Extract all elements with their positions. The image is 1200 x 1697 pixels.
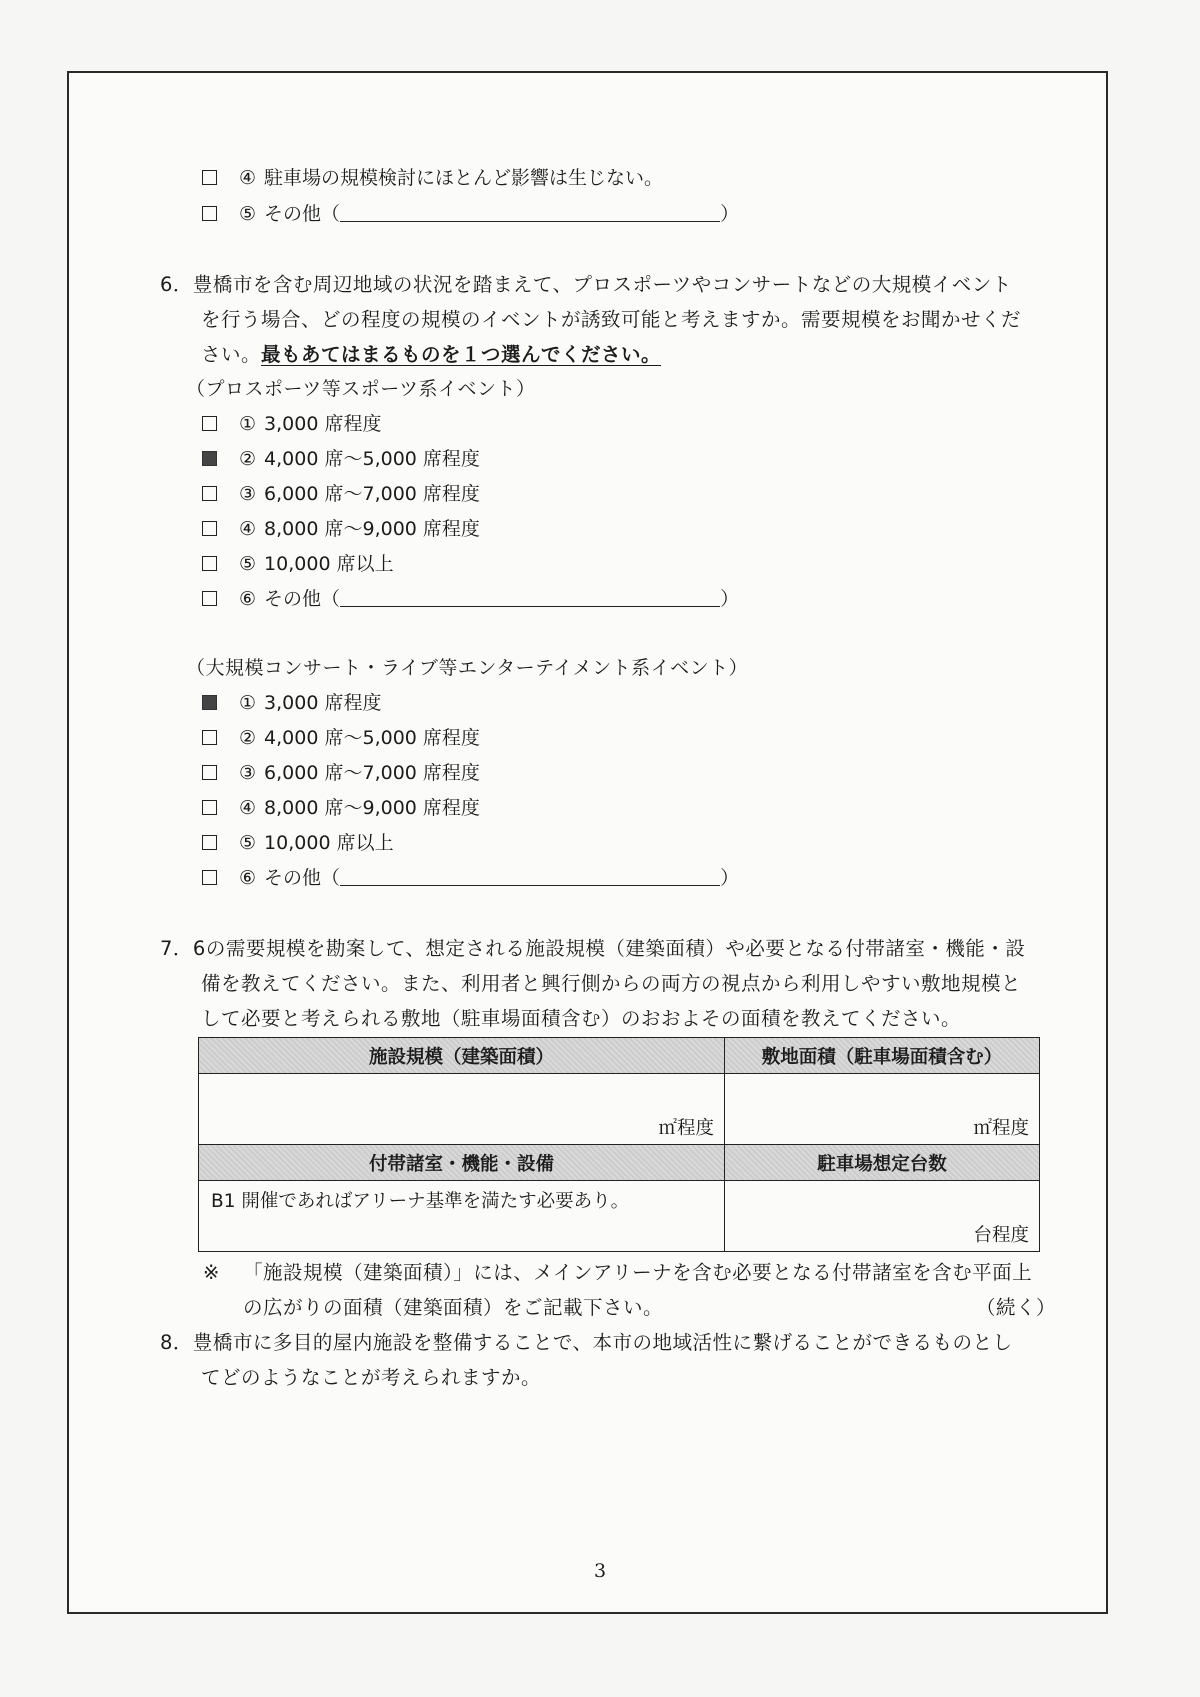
sports-option-5[interactable]: ⑤ 10,000 席以上 <box>202 549 394 579</box>
sports-option-6[interactable]: ⑥ その他（ ） <box>202 584 739 614</box>
note-line1: 「施設規模（建築面積）」には、メインアリーナを含む必要となる付帯諸室を含む平面上 <box>243 1261 1033 1284</box>
sports-heading: （プロスポーツ等スポーツ系イベント） <box>186 378 536 400</box>
q8-line1: 8．豊橋市に多目的屋内施設を整備することで、本市の地域活性に繋げることができるものとし <box>160 1331 1013 1354</box>
checkbox[interactable] <box>202 556 217 571</box>
ancillary-rooms-answer: B1 開催であればアリーナ基準を満たす必要あり。 <box>211 1191 630 1212</box>
checkbox[interactable] <box>202 170 217 185</box>
facility-table <box>198 1037 1040 1252</box>
q5-option-4[interactable]: ④ 駐車場の規模検討にほとんど影響は生じない。 <box>202 163 663 193</box>
sports-option-3[interactable]: ③ 6,000 席～7,000 席程度 <box>202 479 480 509</box>
checkbox[interactable] <box>202 800 217 815</box>
other-input-line[interactable] <box>340 586 720 607</box>
checkbox-checked[interactable] <box>202 695 217 710</box>
header-ancillary-rooms: 付帯諸室・機能・設備 <box>199 1145 725 1181</box>
header-site-area: 敷地面積（駐車場面積含む） <box>725 1038 1040 1074</box>
parking-count-cell[interactable]: 台程度 <box>725 1181 1040 1252</box>
q6-emphasis: 最もあてはまるものを１つ選んでください。 <box>261 343 662 366</box>
q7-line1: 7．6の需要規模を勘案して、想定される施設規模（建築面積）や必要となる付帯諸室・機能・設 <box>160 937 1026 960</box>
checkbox[interactable] <box>202 521 217 536</box>
facility-scale-cell[interactable]: ㎡程度 <box>199 1074 725 1145</box>
concert-option-3[interactable]: ③ 6,000 席～7,000 席程度 <box>202 758 480 788</box>
continued-label: （続く） <box>976 1296 1057 1319</box>
note-line2: の広がりの面積（建築面積）をご記載下さい。 <box>243 1296 664 1319</box>
q7-line2: 備を教えてください。また、利用者と興行側からの両方の視点から利用しやすい敷地規模と <box>201 972 1022 995</box>
ancillary-rooms-cell[interactable] <box>199 1181 725 1252</box>
header-parking-count: 駐車場想定台数 <box>725 1145 1040 1181</box>
concert-option-4[interactable]: ④ 8,000 席～9,000 席程度 <box>202 793 480 823</box>
q5-option-5[interactable]: ⑤ その他（ ） <box>202 199 739 229</box>
checkbox-checked[interactable] <box>202 451 217 466</box>
q6-line1: 6．豊橋市を含む周辺地域の状況を踏まえて、プロスポーツやコンサートなどの大規模イベント <box>160 273 1012 296</box>
checkbox[interactable] <box>202 206 217 221</box>
page-number: 3 <box>594 1560 607 1582</box>
checkbox[interactable] <box>202 870 217 885</box>
checkbox[interactable] <box>202 835 217 850</box>
q6-line2: を行う場合、どの程度の規模のイベントが誘致可能と考えますか。需要規模をお聞かせくだ <box>201 308 1022 331</box>
checkbox[interactable] <box>202 591 217 606</box>
concert-option-2[interactable]: ② 4,000 席～5,000 席程度 <box>202 723 480 753</box>
sports-option-4[interactable]: ④ 8,000 席～9,000 席程度 <box>202 514 480 544</box>
checkbox[interactable] <box>202 486 217 501</box>
concert-option-6[interactable]: ⑥ その他（ ） <box>202 863 739 893</box>
sports-option-1[interactable]: ① 3,000 席程度 <box>202 409 381 439</box>
concert-option-5[interactable]: ⑤ 10,000 席以上 <box>202 828 394 858</box>
q7-line3: して必要と考えられる敷地（駐車場面積含む）のおおよその面積を教えてください。 <box>201 1007 962 1030</box>
checkbox[interactable] <box>202 765 217 780</box>
checkbox[interactable] <box>202 416 217 431</box>
note-mark: ※ <box>203 1261 220 1284</box>
sports-option-2[interactable]: ② 4,000 席～5,000 席程度 <box>202 444 480 474</box>
header-facility-scale: 施設規模（建築面積） <box>199 1038 725 1074</box>
other-input-line[interactable] <box>340 201 720 222</box>
concert-option-1[interactable]: ① 3,000 席程度 <box>202 688 381 718</box>
other-input-line[interactable] <box>340 865 720 886</box>
q6-line3: さい。最もあてはまるものを１つ選んでください。 <box>201 343 662 366</box>
concert-heading: （大規模コンサート・ライブ等エンターテイメント系イベント） <box>186 657 749 679</box>
site-area-cell[interactable]: ㎡程度 <box>725 1074 1040 1145</box>
q8-line2: てどのようなことが考えられますか。 <box>201 1366 542 1389</box>
checkbox[interactable] <box>202 730 217 745</box>
